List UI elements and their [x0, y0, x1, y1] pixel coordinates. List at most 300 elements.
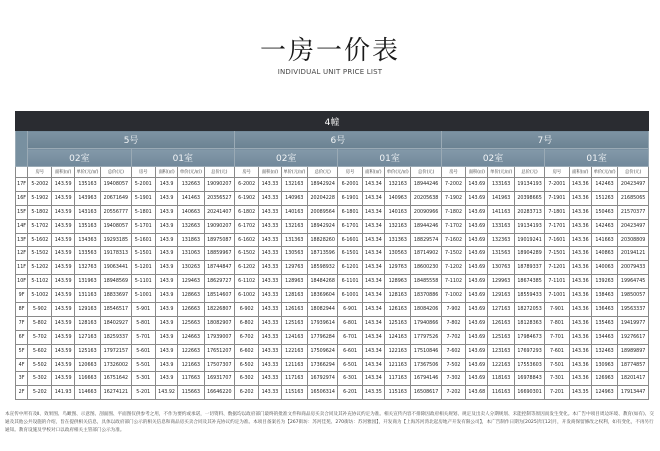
- room-number-cell: 5-1601: [131, 233, 155, 247]
- room-number-cell: 6-1602: [235, 233, 259, 247]
- room-number-cell: 7-1001: [545, 289, 569, 303]
- total-price-cell: 18833697: [101, 289, 131, 303]
- total-price-cell: 20241407: [204, 205, 234, 219]
- room-number-cell: 7-1801: [545, 205, 569, 219]
- total-price-cell: 17940866: [411, 316, 441, 330]
- total-price-cell: 19134193: [514, 219, 544, 233]
- unit-price-cell: 141663: [591, 233, 617, 247]
- table-row: [16, 372, 649, 386]
- total-price-cell: 19419977: [618, 316, 649, 330]
- total-price-cell: 17553603: [514, 358, 544, 372]
- area-cell: 143.36: [569, 247, 591, 261]
- column-header: 房号: [338, 167, 362, 178]
- page-subtitle: INDIVIDUAL UNIT PRICE LIST: [277, 68, 383, 76]
- total-price-cell: 17913447: [618, 386, 649, 400]
- total-price-cell: 20423497: [618, 178, 649, 192]
- room-number-cell: 7-1502: [441, 247, 465, 261]
- table-row: [16, 330, 649, 344]
- room-number-cell: 7-1901: [545, 191, 569, 205]
- room-number-cell: 7-201: [545, 386, 569, 400]
- area-cell: 143.9: [155, 261, 177, 275]
- unit-price-cell: 121163: [281, 358, 307, 372]
- total-price-cell: 20556777: [101, 205, 131, 219]
- room-number-cell: 7-1802: [441, 205, 465, 219]
- room-number-cell: 5-1502: [28, 247, 52, 261]
- total-price-cell: 18904289: [514, 247, 544, 261]
- total-price-cell: 18859967: [204, 247, 234, 261]
- room-header: 02室: [28, 149, 131, 167]
- floor-label: 9F: [16, 289, 28, 303]
- area-cell: 143.36: [569, 358, 591, 372]
- table-row: [16, 358, 649, 372]
- room-number-cell: 5-1501: [131, 247, 155, 261]
- column-header: 总价(元): [308, 167, 338, 178]
- area-cell: 143.59: [52, 275, 74, 289]
- unit-price-cell: 140163: [281, 205, 307, 219]
- area-cell: 143.69: [466, 372, 488, 386]
- room-number-cell: 6-1601: [338, 233, 362, 247]
- unit-price-cell: 121163: [385, 358, 411, 372]
- room-number-cell: 5-201: [131, 386, 155, 400]
- room-number-cell: 5-1701: [131, 219, 155, 233]
- unit-price-cell: 135163: [74, 219, 100, 233]
- area-cell: 143.59: [52, 219, 74, 233]
- column-header: 总价(元): [618, 167, 649, 178]
- room-number-cell: 7-2001: [545, 178, 569, 192]
- unit-price-cell: 129763: [281, 261, 307, 275]
- room-number-cell: 6-302: [235, 372, 259, 386]
- room-number-cell: 7-301: [545, 372, 569, 386]
- room-number-cell: 6-1002: [235, 289, 259, 303]
- room-number-cell: 7-1102: [441, 275, 465, 289]
- total-price-cell: 19964745: [618, 275, 649, 289]
- room-number-cell: 6-802: [235, 316, 259, 330]
- total-price-cell: 18944246: [411, 219, 441, 233]
- area-cell: 143.34: [362, 261, 384, 275]
- unit-price-cell: 132663: [178, 178, 204, 192]
- total-price-cell: 17367506: [411, 358, 441, 372]
- area-cell: 143.33: [259, 289, 281, 303]
- unit-price-cell: 126163: [385, 303, 411, 317]
- area-cell: 143.34: [362, 247, 384, 261]
- unit-price-cell: 125163: [385, 316, 411, 330]
- room-number-cell: 6-2002: [235, 178, 259, 192]
- unit-price-cell: 141963: [488, 191, 514, 205]
- total-price-cell: 18674385: [514, 275, 544, 289]
- room-number-cell: 7-501: [545, 358, 569, 372]
- total-price-cell: 18629727: [204, 275, 234, 289]
- unit-price-cell: 124663: [178, 330, 204, 344]
- area-cell: 143.69: [466, 303, 488, 317]
- unit-price-cell: 116663: [74, 372, 100, 386]
- area-cell: 143.9: [155, 191, 177, 205]
- room-number-cell: 6-1502: [235, 247, 259, 261]
- room-number-cell: 5-901: [131, 303, 155, 317]
- area-cell: 143.59: [52, 372, 74, 386]
- total-price-cell: 16506314: [308, 386, 338, 400]
- room-number-cell: 7-302: [441, 372, 465, 386]
- total-price-cell: 19293185: [101, 233, 131, 247]
- unit-price-cell: 126963: [591, 372, 617, 386]
- unit-price-cell: 129463: [178, 275, 204, 289]
- unit-price-cell: 142463: [591, 219, 617, 233]
- unit-price-cell: 120663: [74, 358, 100, 372]
- room-header: 01室: [545, 149, 649, 167]
- room-number-cell: 5-1901: [131, 191, 155, 205]
- room-number-cell: 7-1002: [441, 289, 465, 303]
- total-price-cell: 19408057: [101, 219, 131, 233]
- room-number-cell: 5-301: [131, 372, 155, 386]
- room-number-cell: 5-902: [28, 303, 52, 317]
- area-cell: 143.69: [466, 344, 488, 358]
- room-number-cell: 6-1901: [338, 191, 362, 205]
- area-cell: 143.36: [569, 330, 591, 344]
- unit-price-cell: 115663: [178, 386, 204, 400]
- area-cell: 143.34: [362, 303, 384, 317]
- room-number-cell: 5-302: [28, 372, 52, 386]
- floor-label: 13F: [16, 233, 28, 247]
- unit-header-5: 5号: [28, 131, 235, 149]
- unit-price-cell: 123163: [488, 344, 514, 358]
- unit-price-cell: 118163: [488, 372, 514, 386]
- unit-price-cell: 141163: [488, 205, 514, 219]
- floor-label: 15F: [16, 205, 28, 219]
- area-cell: 143.69: [466, 275, 488, 289]
- unit-price-cell: 128963: [385, 275, 411, 289]
- total-price-cell: 18989897: [618, 344, 649, 358]
- area-cell: 143.34: [362, 205, 384, 219]
- room-number-cell: 6-1501: [338, 247, 362, 261]
- unit-price-cell: 130263: [178, 261, 204, 275]
- area-cell: 143.69: [466, 205, 488, 219]
- area-cell: 143.59: [52, 178, 74, 192]
- unit-price-cell: 132163: [281, 178, 307, 192]
- total-price-cell: 18789337: [514, 261, 544, 275]
- room-number-cell: 6-1902: [235, 191, 259, 205]
- unit-price-cell: 141463: [178, 191, 204, 205]
- room-number-cell: 5-202: [28, 386, 52, 400]
- total-price-cell: 18829574: [411, 233, 441, 247]
- unit-price-cell: 121663: [178, 358, 204, 372]
- total-price-cell: 19408057: [101, 178, 131, 192]
- room-number-cell: 5-2002: [28, 178, 52, 192]
- total-price-cell: 17697293: [514, 344, 544, 358]
- unit-price-cell: 114663: [74, 386, 100, 400]
- total-price-cell: 19134193: [514, 178, 544, 192]
- total-price-cell: 18514607: [204, 289, 234, 303]
- building-header: 4幢: [16, 112, 649, 131]
- unit-price-cell: 129763: [385, 261, 411, 275]
- total-price-cell: 16274121: [101, 386, 131, 400]
- unit-price-cell: 129963: [488, 275, 514, 289]
- room-number-cell: 7-502: [441, 358, 465, 372]
- total-price-cell: 20089564: [308, 205, 338, 219]
- unit-price-cell: 128663: [178, 289, 204, 303]
- room-number-cell: 5-802: [28, 316, 52, 330]
- room-number-cell: 7-801: [545, 316, 569, 330]
- room-number-cell: 6-901: [338, 303, 362, 317]
- room-header: 01室: [131, 149, 234, 167]
- room-number-cell: 7-902: [441, 303, 465, 317]
- unit-price-cell: 132163: [385, 178, 411, 192]
- total-price-cell: 20079433: [618, 261, 649, 275]
- column-header: 总价(元): [204, 167, 234, 178]
- unit-price-cell: 143963: [74, 191, 100, 205]
- unit-price-cell: 133163: [488, 219, 514, 233]
- column-header: 总价(元): [411, 167, 441, 178]
- floor-label: 11F: [16, 261, 28, 275]
- room-number-cell: 5-501: [131, 358, 155, 372]
- total-price-cell: 18485558: [411, 275, 441, 289]
- area-cell: 143.35: [362, 386, 384, 400]
- column-header: 单价(元/㎡): [385, 167, 411, 178]
- column-header: 单价(元/㎡): [488, 167, 514, 178]
- area-cell: 143.59: [52, 344, 74, 358]
- total-price-cell: 17939614: [308, 316, 338, 330]
- area-cell: 143.33: [259, 233, 281, 247]
- total-price-cell: 18201417: [618, 372, 649, 386]
- total-price-cell: 18484268: [308, 275, 338, 289]
- area-cell: 143.34: [362, 178, 384, 192]
- room-number-cell: 7-1702: [441, 219, 465, 233]
- total-price-cell: 18713596: [308, 247, 338, 261]
- unit-price-cell: 132163: [385, 219, 411, 233]
- total-price-cell: 16978843: [514, 372, 544, 386]
- table-row: [16, 247, 649, 261]
- total-price-cell: 18272053: [514, 303, 544, 317]
- unit-price-cell: 131163: [74, 289, 100, 303]
- total-price-cell: 18600230: [411, 261, 441, 275]
- table-row: [16, 219, 649, 233]
- area-cell: 143.33: [259, 219, 281, 233]
- area-cell: 143.59: [52, 191, 74, 205]
- total-price-cell: 18402927: [101, 316, 131, 330]
- unit-price-cell: 117163: [281, 372, 307, 386]
- unit-price-cell: 130563: [385, 247, 411, 261]
- total-price-cell: 18942924: [308, 219, 338, 233]
- area-cell: 143.69: [466, 233, 488, 247]
- total-price-cell: 17326002: [101, 358, 131, 372]
- unit-price-cell: 132763: [74, 261, 100, 275]
- area-cell: 143.59: [52, 289, 74, 303]
- unit-price-cell: 124163: [281, 330, 307, 344]
- total-price-cell: 17797526: [411, 330, 441, 344]
- column-header: 总价(元): [514, 167, 544, 178]
- unit-price-cell: 117663: [178, 372, 204, 386]
- unit-price-cell: 134363: [74, 233, 100, 247]
- unit-price-cell: 132163: [281, 219, 307, 233]
- floor-label: 2F: [16, 386, 28, 400]
- area-cell: 143.69: [466, 219, 488, 233]
- unit-price-cell: 132363: [488, 233, 514, 247]
- room-number-cell: 6-1201: [338, 261, 362, 275]
- unit-price-cell: 131063: [178, 247, 204, 261]
- unit-price-cell: 130763: [488, 261, 514, 275]
- room-number-cell: 6-702: [235, 330, 259, 344]
- room-number-cell: 6-1702: [235, 219, 259, 233]
- area-cell: 143.68: [466, 386, 488, 400]
- area-cell: 143.36: [569, 303, 591, 317]
- column-header: 面积(㎡): [362, 167, 384, 178]
- room-number-cell: 6-502: [235, 358, 259, 372]
- area-cell: 143.9: [155, 344, 177, 358]
- room-number-cell: 6-701: [338, 330, 362, 344]
- area-cell: 143.33: [259, 316, 281, 330]
- total-price-cell: 18259337: [101, 330, 131, 344]
- room-number-cell: 6-301: [338, 372, 362, 386]
- total-price-cell: 16751642: [101, 372, 131, 386]
- floor-header-blank: [16, 131, 28, 167]
- area-cell: 143.36: [569, 372, 591, 386]
- room-number-cell: 6-1202: [235, 261, 259, 275]
- area-cell: 141.93: [52, 386, 74, 400]
- area-cell: 143.59: [52, 330, 74, 344]
- room-number-cell: 5-1201: [131, 261, 155, 275]
- unit-price-cell: 124163: [385, 330, 411, 344]
- room-number-cell: 6-202: [235, 386, 259, 400]
- total-price-cell: 16931707: [204, 372, 234, 386]
- unit-price-cell: 127163: [74, 330, 100, 344]
- area-cell: 143.35: [569, 386, 591, 400]
- floor-label: 10F: [16, 275, 28, 289]
- area-cell: 143.69: [466, 316, 488, 330]
- unit-price-cell: 126663: [178, 303, 204, 317]
- table-row: [16, 178, 649, 192]
- area-cell: 143.34: [362, 289, 384, 303]
- unit-price-cell: 140963: [385, 191, 411, 205]
- unit-price-cell: 129163: [488, 289, 514, 303]
- room-number-cell: 7-701: [545, 330, 569, 344]
- table-row: [16, 233, 649, 247]
- total-price-cell: 20090966: [411, 205, 441, 219]
- unit-price-cell: 126163: [488, 316, 514, 330]
- area-cell: 143.36: [569, 233, 591, 247]
- area-cell: 143.69: [466, 178, 488, 192]
- area-cell: 143.33: [259, 372, 281, 386]
- area-cell: 143.33: [259, 344, 281, 358]
- room-number-cell: 7-1701: [545, 219, 569, 233]
- table-row: [16, 191, 649, 205]
- area-cell: 143.36: [569, 219, 591, 233]
- room-number-cell: 5-702: [28, 330, 52, 344]
- column-header: 面积(㎡): [466, 167, 488, 178]
- unit-price-cell: 132663: [178, 219, 204, 233]
- room-header: 01室: [338, 149, 441, 167]
- total-price-cell: 16646220: [204, 386, 234, 400]
- total-price-cell: 18370886: [411, 289, 441, 303]
- total-price-cell: 18744847: [204, 261, 234, 275]
- unit-price-cell: 124963: [591, 386, 617, 400]
- area-cell: 143.59: [52, 358, 74, 372]
- room-number-cell: 7-1602: [441, 233, 465, 247]
- area-cell: 143.69: [466, 247, 488, 261]
- unit-price-cell: 116163: [488, 386, 514, 400]
- price-table: [15, 111, 649, 400]
- unit-price-cell: 125163: [488, 330, 514, 344]
- room-number-cell: 6-1001: [338, 289, 362, 303]
- room-number-cell: 5-1101: [131, 275, 155, 289]
- area-cell: 143.9: [155, 303, 177, 317]
- table-row: [16, 275, 649, 289]
- total-price-cell: 20204228: [308, 191, 338, 205]
- room-number-cell: 5-602: [28, 344, 52, 358]
- room-number-cell: 7-702: [441, 330, 465, 344]
- area-cell: 143.36: [569, 178, 591, 192]
- room-number-cell: 5-1002: [28, 289, 52, 303]
- area-cell: 143.92: [155, 386, 177, 400]
- total-price-cell: 18942924: [308, 178, 338, 192]
- total-price-cell: 18226807: [204, 303, 234, 317]
- total-price-cell: 19019241: [514, 233, 544, 247]
- unit-price-cell: 134463: [591, 330, 617, 344]
- unit-price-cell: 131863: [178, 233, 204, 247]
- column-header: 总价(元): [101, 167, 131, 178]
- area-cell: 143.36: [569, 205, 591, 219]
- room-number-cell: 7-1902: [441, 191, 465, 205]
- floor-label: 17F: [16, 178, 28, 192]
- column-header: 房号: [131, 167, 155, 178]
- total-price-cell: 18948569: [101, 275, 131, 289]
- room-number-cell: 7-1201: [545, 261, 569, 275]
- table-row: [16, 303, 649, 317]
- room-number-cell: 5-1602: [28, 233, 52, 247]
- total-price-cell: 20283713: [514, 205, 544, 219]
- total-price-cell: 18128363: [514, 316, 544, 330]
- unit-price-cell: 122663: [178, 344, 204, 358]
- total-price-cell: 17366294: [308, 358, 338, 372]
- room-number-cell: 6-1801: [338, 205, 362, 219]
- total-price-cell: 18714902: [411, 247, 441, 261]
- room-number-cell: 5-1801: [131, 205, 155, 219]
- area-cell: 143.59: [52, 233, 74, 247]
- unit-price-cell: 132463: [591, 344, 617, 358]
- room-number-cell: 6-801: [338, 316, 362, 330]
- room-number-cell: 6-1802: [235, 205, 259, 219]
- unit-price-cell: 138463: [591, 289, 617, 303]
- area-cell: 143.59: [52, 261, 74, 275]
- room-number-cell: 7-202: [441, 386, 465, 400]
- unit-price-cell: 128163: [281, 289, 307, 303]
- unit-price-cell: 143163: [74, 205, 100, 219]
- area-cell: 143.59: [52, 205, 74, 219]
- column-header: 面积(㎡): [259, 167, 281, 178]
- total-price-cell: 21570377: [618, 205, 649, 219]
- column-header: 单价(元/㎡): [74, 167, 100, 178]
- unit-price-cell: 151263: [591, 191, 617, 205]
- unit-price-cell: 125663: [178, 316, 204, 330]
- room-number-cell: 5-1001: [131, 289, 155, 303]
- page-title: 一房一价表: [259, 36, 400, 66]
- room-number-cell: 7-901: [545, 303, 569, 317]
- total-price-cell: 20205638: [411, 191, 441, 205]
- unit-price-cell: 140663: [178, 205, 204, 219]
- room-number-cell: 5-1902: [28, 191, 52, 205]
- area-cell: 143.33: [259, 303, 281, 317]
- unit-price-cell: 130963: [591, 358, 617, 372]
- unit-price-cell: 125163: [74, 344, 100, 358]
- column-header: 房号: [28, 167, 52, 178]
- total-price-cell: 18082907: [204, 316, 234, 330]
- unit-price-cell: 122163: [281, 344, 307, 358]
- table-row: [16, 344, 649, 358]
- column-header: 面积(㎡): [155, 167, 177, 178]
- total-price-cell: 19090207: [204, 178, 234, 192]
- unit-price-cell: 131363: [281, 233, 307, 247]
- area-cell: 143.34: [362, 191, 384, 205]
- unit-price-cell: 128163: [385, 289, 411, 303]
- room-number-cell: 7-1601: [545, 233, 569, 247]
- area-cell: 143.36: [569, 316, 591, 330]
